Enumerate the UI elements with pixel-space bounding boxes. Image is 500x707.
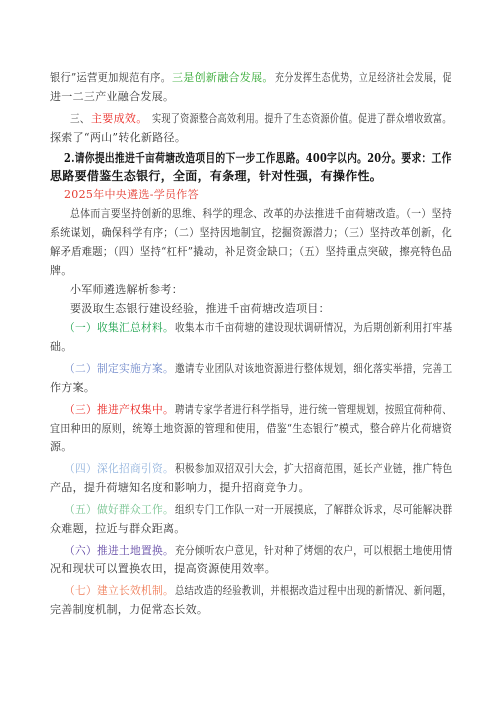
section-number: 三、 [70, 112, 90, 125]
text-line [0, 437, 500, 457]
text-segment: 总体而言要坚持创新的思维、科学的理念、改革的办法推进千亩荷塘改造。（一）坚持 [70, 207, 452, 220]
item-text: 聘请专家学者进行科学指导，进行统一管理规划，按照宜荷种荷、 [175, 403, 452, 416]
text-line [0, 519, 500, 539]
item-text: 组织专门工作队一对一开展摸底，了解群众诉求，尽可能解决群 [175, 503, 453, 516]
question-text: 思路要借鉴生态银行，全面，有条理，针对性强，有操作性。 [50, 169, 383, 183]
text-line [0, 600, 500, 620]
text-line [0, 87, 500, 107]
text-line [0, 337, 500, 357]
subheading: 2025年中央遴选-学员作答 [64, 188, 199, 201]
item-text: 产品，提升荷塘知名度和影响力，提升招商竞争力。 [50, 481, 310, 494]
item-text: 积极参加双招双引大会，扩大招商范围，延长产业链，推广特色 [175, 462, 453, 475]
item-text: 充分倾听农户意见，针对种了烤烟的农户，可以根据土地使用情 [175, 544, 453, 557]
text-line [0, 478, 500, 498]
text-line [0, 128, 500, 148]
text-line [0, 299, 500, 319]
text-line [0, 280, 500, 300]
question-line [0, 148, 500, 168]
item-heading: （一）收集汇总材料。 [64, 321, 174, 334]
list-item [0, 400, 500, 420]
list-item [0, 581, 500, 601]
text-line [0, 559, 500, 579]
item-heading: （六）推进土地置换。 [64, 544, 174, 557]
item-heading: （二）制定实施方案。 [64, 362, 174, 375]
text-segment: 牌。 [50, 264, 73, 277]
item-text: 础。 [50, 340, 73, 353]
text-segment: 小军师遴选解析参考： [70, 283, 183, 296]
text-segment: 银行”运营更加规范有序。 [50, 71, 172, 84]
highlight-heading: 主要成效。 [91, 112, 148, 125]
list-item [0, 541, 500, 561]
list-item [0, 459, 500, 479]
text-line [0, 109, 500, 129]
item-text: 众难题，拉近与群众距离。 [50, 522, 186, 535]
text-line [0, 242, 500, 262]
item-heading: （五）做好群众工作。 [64, 503, 174, 516]
text-segment: 要汲取生态银行建设经验，推进千亩荷塘改造项目： [70, 302, 330, 315]
text-line [0, 204, 500, 224]
item-text: 宜田种田的原则，统筹土地资源的管理和使用，借鉴“生态银行”模式，整合碎片化荷塘资 [50, 422, 453, 435]
text-segment: 解矛盾难题；（四）坚持“杠杆”撬动，补足资金缺口；（五）坚持重点突破，擦亮特色品 [50, 245, 453, 258]
text-line [0, 419, 500, 439]
item-heading: （四）深化招商引资。 [64, 462, 174, 475]
text-segment: 进一二三产业融合发展。 [50, 90, 175, 103]
text-line [0, 378, 500, 398]
item-text: 收集本市千亩荷塘的建设现状调研情况，为后期创新利用打牢基 [175, 321, 453, 334]
text-segment: 系统谋划，确保科学有序；（二）坚持因地制宜，挖掘资源潜力；（三）坚持改革创新，化 [50, 226, 452, 239]
item-heading: （七）建立长效机制。 [64, 584, 174, 597]
item-text: 完善制度机制，力促常态长效。 [50, 603, 209, 616]
list-item [0, 500, 500, 520]
text-line [0, 261, 500, 281]
item-text: 总结改造的经验教训，并根据改造过程中出现的新情况、新问题， [175, 584, 452, 597]
text-line [0, 68, 500, 88]
text-line [0, 223, 500, 243]
question-text: 2.请你提出推进千亩荷塘改造项目的下一步工作思路。400字以内。20分。要求：工作 [64, 151, 452, 165]
text-segment: 实现了资源整合高效利用。提升了生态资源价值。促进了群众增收致富。 [152, 112, 452, 125]
item-text: 况和现状可以置换农田，提高资源使用效率。 [50, 562, 276, 575]
subheading-line [0, 185, 500, 205]
question-line [0, 166, 500, 186]
text-segment: 探索了“两山”转化新路径。 [50, 131, 187, 144]
list-item [0, 318, 500, 338]
item-text: 作方案。 [50, 381, 96, 394]
list-item [0, 359, 500, 379]
item-text: 邀请专业团队对该地资源进行整体规划，细化落实举措，完善工 [175, 362, 453, 375]
text-segment: 充分发挥生态优势，立足经济社会发展，促 [275, 71, 452, 84]
highlight-heading: 三是创新融合发展。 [172, 71, 274, 84]
item-text: 源。 [50, 440, 73, 453]
item-heading: （三）推进产权集中。 [64, 403, 174, 416]
